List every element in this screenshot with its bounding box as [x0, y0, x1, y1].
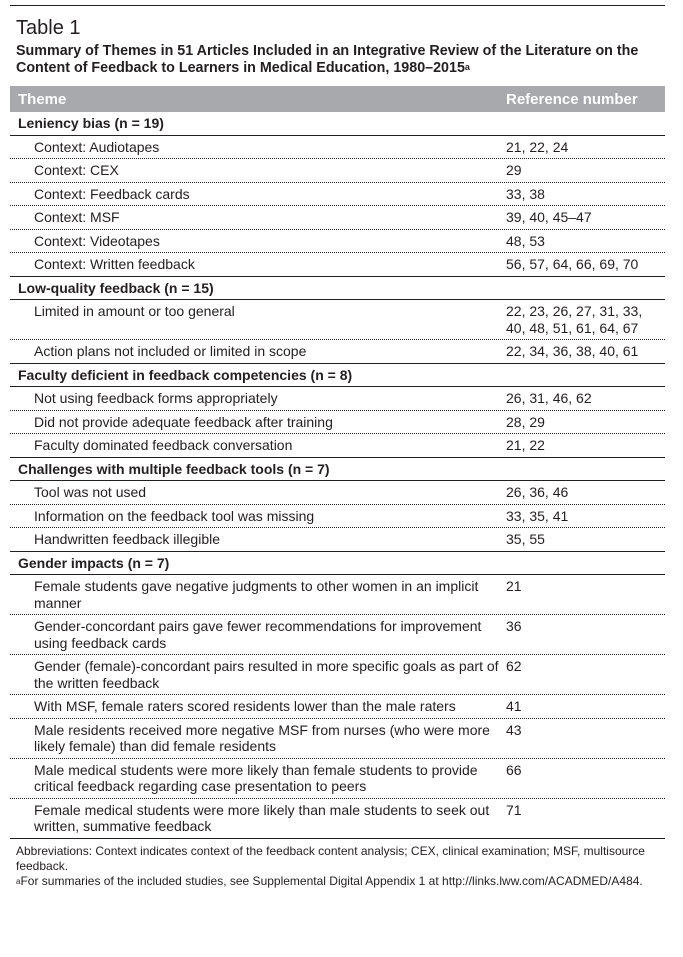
reference-numbers: 21, 22	[506, 437, 545, 453]
header-reference-number: Reference number	[506, 90, 638, 108]
subtheme-text: Gender-concordant pairs gave fewer recommendations for improvement using feedback cards	[34, 618, 482, 651]
theme-label: Faculty deficient in feedback competencies (n = 8)	[18, 366, 353, 383]
theme-label: Challenges with multiple feedback tools (n = 7)	[18, 460, 330, 477]
subtheme-text: Action plans not included or limited in scope	[34, 343, 307, 359]
table-header	[10, 86, 665, 112]
table-row	[10, 655, 665, 695]
caption-text: Summary of Themes in 51 Articles Included in an Integrative Review of the Literature on the Content of Feedback to Learners in Medical Education, 1980–2015	[16, 43, 639, 76]
footnote-a	[16, 874, 665, 889]
subtheme-text: Male residents received more negative MSF from nurses (who were more likely female) than did female residents	[34, 721, 490, 754]
caption-footnote-marker: a	[464, 62, 470, 72]
subtheme-text: Context: Written feedback	[34, 256, 195, 272]
table-footnotes	[10, 844, 665, 889]
footnote-a-text: For summaries of the included studies, see Supplemental Digital Appendix 1 at http://links.lww.com/ACADMED/A484.	[20, 873, 643, 888]
table-row	[10, 387, 665, 411]
table-row	[10, 136, 665, 160]
theme-refs-empty	[504, 115, 665, 132]
reference-numbers: 71	[506, 801, 522, 818]
reference-numbers: 41	[506, 698, 522, 714]
reference-numbers: 35, 55	[506, 531, 545, 547]
theme-row	[10, 458, 665, 482]
table-row	[10, 340, 665, 364]
table-row	[10, 799, 665, 839]
reference-numbers: 21, 22, 24	[506, 138, 569, 155]
header-theme: Theme	[18, 90, 67, 108]
table-label: Table 1	[16, 17, 81, 39]
reference-numbers: 28, 29	[506, 413, 545, 430]
reference-numbers: 56, 57, 64, 66, 69, 70	[506, 256, 639, 272]
reference-numbers: 22, 23, 26, 27, 31, 33, 40, 48, 51, 61, 64, 67	[506, 303, 643, 336]
theme-label: Low-quality feedback (n = 15)	[18, 279, 214, 296]
table-row	[10, 575, 665, 615]
footnote-a-marker: a	[16, 876, 21, 886]
subtheme-text: Information on the feedback tool was missing	[34, 507, 315, 524]
theme-row	[10, 364, 665, 388]
reference-numbers: 36	[506, 618, 522, 634]
reference-numbers: 33, 38	[506, 185, 545, 202]
reference-numbers: 43	[506, 721, 522, 738]
theme-refs-empty	[504, 555, 665, 572]
subtheme-text: Faculty dominated feedback conversation	[34, 437, 293, 453]
table-row	[10, 481, 665, 505]
reference-numbers: 21	[506, 578, 522, 594]
table-row	[10, 253, 665, 277]
theme-row	[10, 112, 665, 136]
reference-numbers: 39, 40, 45–47	[506, 209, 592, 225]
theme-refs-empty	[504, 461, 665, 478]
subtheme-text: Handwritten feedback illegible	[34, 531, 220, 547]
reference-numbers: 29	[506, 162, 522, 178]
footnote-abbreviations: Abbreviations: Context indicates context of the feedback content analysis; CEX, clinical examination; MSF, multisource feedback.	[16, 843, 645, 873]
theme-row	[10, 552, 665, 576]
subtheme-text: Context: Audiotapes	[34, 138, 160, 155]
reference-numbers: 62	[506, 658, 522, 674]
reference-numbers: 26, 36, 46	[506, 484, 569, 500]
table-row	[10, 719, 665, 759]
reference-numbers: 33, 35, 41	[506, 507, 569, 524]
reference-numbers: 22, 34, 36, 38, 40, 61	[506, 343, 639, 359]
theme-label: Gender impacts (n = 7)	[18, 554, 170, 571]
table-body	[10, 112, 665, 839]
theme-row	[10, 277, 665, 301]
subtheme-text: Gender (female)-concordant pairs resulted in more specific goals as part of the written feedback	[34, 658, 499, 691]
table-caption	[10, 43, 665, 77]
table-container	[10, 5, 665, 889]
subtheme-text: Not using feedback forms appropriately	[34, 390, 278, 406]
theme-refs-empty	[504, 280, 665, 297]
table-row	[10, 759, 665, 799]
subtheme-text: Context: Videotapes	[34, 232, 160, 249]
subtheme-text: Context: MSF	[34, 209, 120, 225]
subtheme-text: Male medical students were more likely than female students to provide critical feedback regarding case presentation to peers	[34, 761, 478, 794]
top-rule	[10, 5, 665, 6]
table-row	[10, 615, 665, 655]
table-row	[10, 528, 665, 552]
subtheme-text: Female medical students were more likely than male students to seek out written, summative feedback	[34, 801, 490, 834]
table-row	[10, 159, 665, 183]
table-row	[10, 505, 665, 529]
reference-numbers: 48, 53	[506, 232, 545, 249]
subtheme-text: Did not provide adequate feedback after training	[34, 413, 333, 430]
subtheme-text: Female students gave negative judgments to other women in an implicit manner	[34, 578, 479, 611]
subtheme-text: Tool was not used	[34, 484, 147, 500]
subtheme-text: Context: Feedback cards	[34, 185, 190, 202]
theme-label: Leniency bias (n = 19)	[18, 115, 164, 131]
subtheme-text: With MSF, female raters scored residents lower than the male raters	[34, 698, 456, 714]
table-row	[10, 434, 665, 458]
theme-refs-empty	[504, 367, 665, 384]
subtheme-text: Limited in amount or too general	[34, 303, 235, 319]
table-row	[10, 206, 665, 230]
reference-numbers: 26, 31, 46, 62	[506, 390, 592, 406]
table-row	[10, 411, 665, 435]
table-row	[10, 230, 665, 254]
subtheme-text: Context: CEX	[34, 162, 119, 178]
reference-numbers: 66	[506, 761, 522, 778]
table-row	[10, 300, 665, 340]
table-row	[10, 183, 665, 207]
table-row	[10, 695, 665, 719]
